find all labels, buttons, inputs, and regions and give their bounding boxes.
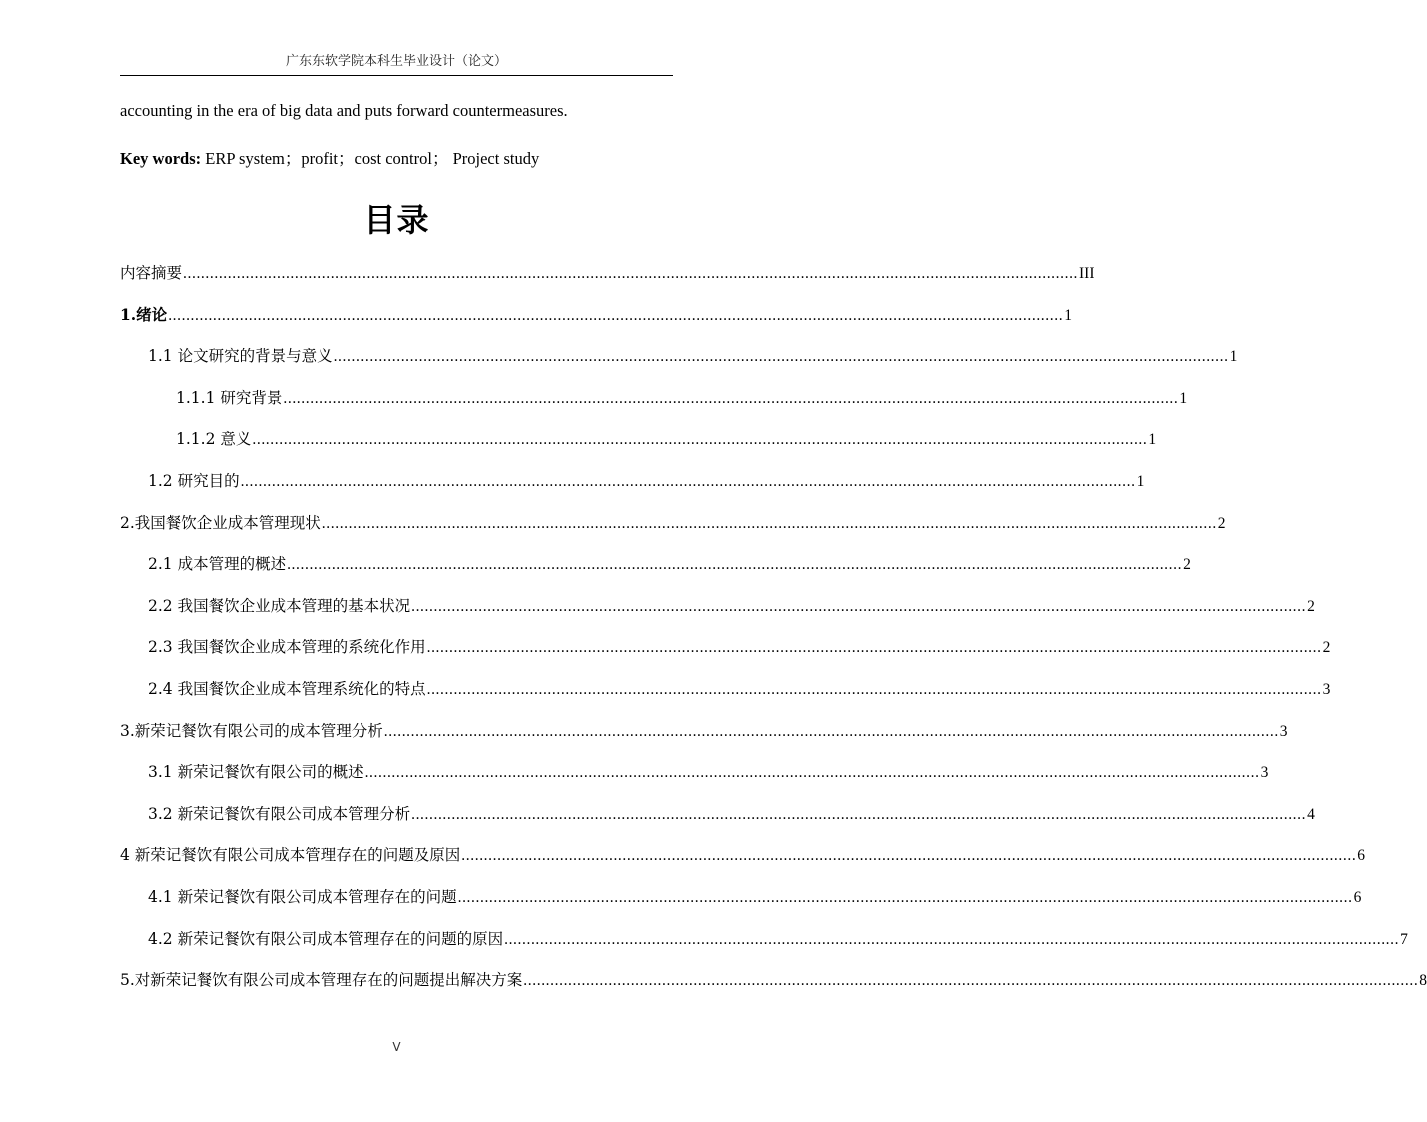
toc-entry-title: 2.3 我国餐饮企业成本管理的系统化作用: [148, 638, 426, 657]
toc-entry[interactable]: [148, 553, 1191, 576]
toc-entry-title: 4.1 新荣记餐饮有限公司成本管理存在的问题: [148, 888, 457, 906]
toc-entry[interactable]: [148, 470, 1145, 493]
toc-leader-dots: ........................................................................................................................................................................................................: [461, 847, 1357, 865]
toc-leader-dots: ........................................................................................................................................................................................................: [364, 764, 1260, 782]
toc-leader-dots: ........................................................................................................................................................................................................: [333, 348, 1229, 366]
toc-leader-dots: ........................................................................................................................................................................................................: [287, 556, 1183, 574]
toc-entry-title: 3.2 新荣记餐饮有限公司成本管理分析: [148, 804, 411, 823]
toc-entry-page: 3: [1279, 722, 1288, 740]
toc-entry-page: 1: [1229, 348, 1238, 366]
toc-entry-title: 3.新荣记餐饮有限公司的成本管理分析: [120, 721, 383, 740]
toc-entry-title: 2.4 我国餐饮企业成本管理系统化的特点: [148, 680, 426, 698]
toc-entry[interactable]: [120, 969, 1427, 992]
toc-entry-title: 5.对新荣记餐饮有限公司成本管理存在的问题提出解决方案: [120, 971, 523, 990]
toc-entry-page: 3: [1260, 764, 1269, 782]
toc-entry-page: 2: [1183, 556, 1191, 574]
toc-entry-page: 2: [1322, 639, 1331, 657]
toc-entry-page: 3: [1322, 681, 1331, 698]
toc-leader-dots: ........................................................................................................................................................................................................: [523, 972, 1419, 990]
toc-entry[interactable]: [148, 636, 1331, 659]
abstract-text: accounting in the era of big data and puts forward countermeasures.: [120, 101, 568, 120]
toc-leader-dots: ........................................................................................................................................................................................................: [426, 639, 1322, 657]
toc-entry-title: 2.我国餐饮企业成本管理现状: [120, 513, 321, 532]
toc-entry-title: 4.2 新荣记餐饮有限公司成本管理存在的问题的原因: [148, 929, 504, 948]
toc-entry-title: 3.1 新荣记餐饮有限公司的概述: [148, 763, 364, 782]
toc-entry[interactable]: [148, 803, 1315, 826]
toc-entry-title: 1.1.2 意义: [176, 430, 252, 449]
toc-entry-page: 6: [1357, 847, 1366, 865]
toc-entry-page: 2: [1217, 514, 1226, 532]
toc-entry-title: 2.1 成本管理的概述: [148, 555, 287, 574]
toc-leader-dots: ........................................................................................................................................................................................................: [411, 597, 1307, 615]
toc-entry-page: 4: [1307, 805, 1315, 823]
toc-entry[interactable]: [176, 387, 1188, 410]
toc-title: 目录: [363, 201, 430, 239]
toc-leader-dots: ........................................................................................................................................................................................................: [283, 389, 1179, 407]
toc-entry[interactable]: [120, 262, 1095, 285]
toc-entry[interactable]: [148, 595, 1315, 618]
toc-leader-dots: ........................................................................................................................................................................................................: [411, 805, 1307, 823]
toc-entry-page: 1: [1148, 431, 1157, 449]
keywords-label: Key words:: [120, 149, 202, 168]
toc-entry-page: 1: [1064, 306, 1072, 324]
toc-leader-dots: ........................................................................................................................................................................................................: [457, 889, 1353, 906]
toc-entry-page: 8: [1419, 972, 1427, 990]
toc-entry-title: 1.1 论文研究的背景与意义: [148, 347, 333, 366]
toc-entry-title: 4 新荣记餐饮有限公司成本管理存在的问题及原因: [120, 846, 461, 865]
toc-entry[interactable]: [148, 928, 1408, 951]
toc-entry-title: 内容摘要: [120, 264, 183, 282]
toc-leader-dots: ........................................................................................................................................................................................................: [183, 265, 1079, 282]
toc-entry[interactable]: [176, 428, 1157, 451]
toc-entry[interactable]: [120, 304, 1072, 327]
toc-entry[interactable]: [120, 720, 1288, 743]
toc-entry-title: 2.2 我国餐饮企业成本管理的基本状况: [148, 596, 411, 615]
toc-leader-dots: ........................................................................................................................................................................................................: [504, 930, 1400, 948]
toc-entry-page: 6: [1353, 889, 1362, 906]
toc-leader-dots: ........................................................................................................................................................................................................: [426, 681, 1322, 698]
toc-entry[interactable]: [148, 678, 1331, 701]
toc-leader-dots: ........................................................................................................................................................................................................: [321, 514, 1217, 532]
page-header: 广东东软学院本科生毕业设计（论文）: [285, 54, 507, 69]
toc-entry-title: 1.绪论: [120, 304, 168, 324]
toc-entry-title: 1.2 研究目的: [148, 472, 240, 490]
toc-entry[interactable]: [120, 512, 1226, 535]
toc-entry-page: 7: [1400, 930, 1408, 948]
toc-entry-page: 1: [1136, 473, 1145, 490]
toc-entry[interactable]: [148, 761, 1269, 784]
toc-leader-dots: ........................................................................................................................................................................................................: [252, 431, 1148, 449]
toc-leader-dots: ........................................................................................................................................................................................................: [168, 306, 1064, 324]
toc-entry-page: 1: [1179, 389, 1188, 407]
toc-entry-page: III: [1079, 265, 1095, 282]
keywords-text: ERP system；profit；cost control； Project study: [201, 149, 540, 168]
toc-leader-dots: ........................................................................................................................................................................................................: [383, 722, 1279, 740]
toc-entry[interactable]: [148, 345, 1238, 368]
keywords-line: [120, 148, 680, 170]
toc-entry[interactable]: [148, 886, 1362, 909]
toc-leader-dots: ........................................................................................................................................................................................................: [240, 473, 1136, 490]
page-number: V: [392, 1040, 401, 1054]
toc-entry-page: 2: [1307, 597, 1315, 615]
header-rule: [120, 75, 673, 76]
toc-entry-title: 1.1.1 研究背景: [176, 388, 283, 407]
toc-entry[interactable]: [120, 844, 1366, 867]
